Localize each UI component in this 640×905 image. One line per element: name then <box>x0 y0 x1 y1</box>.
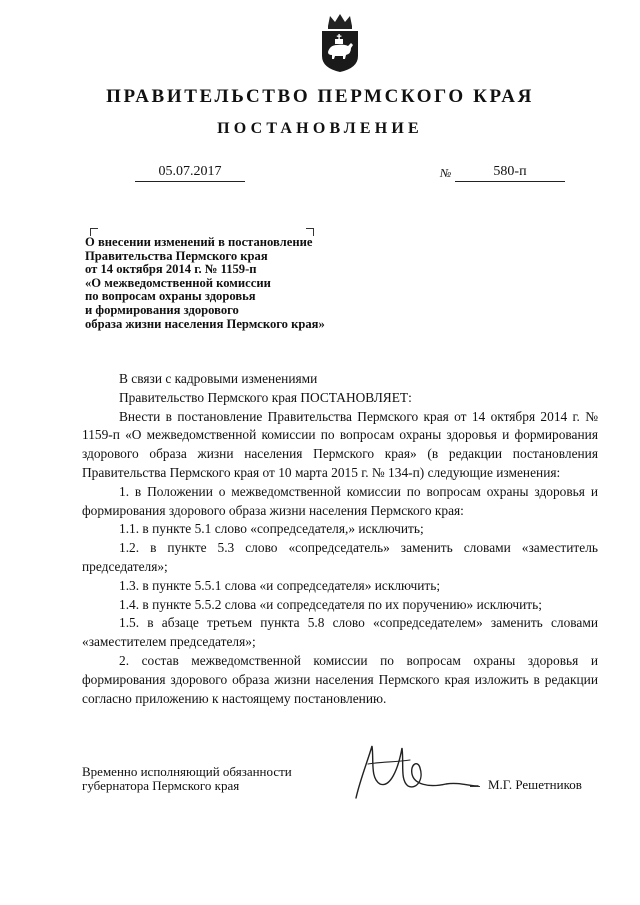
document-type: ПОСТАНОВЛЕНИЕ <box>217 120 423 137</box>
subject-line: и формирования здорового <box>85 302 239 317</box>
body-paragraph: 2. состав межведомственной комиссии по вопросам охраны здоровья и формирования здорового образа жизни населения Пермского края изложить в редакции согласно приложению к настоящему постановлению. <box>82 652 598 706</box>
signatory-title-line: Временно исполняющий обязанности <box>82 764 292 779</box>
body-paragraph: 1.2. в пункте 5.3 слово «сопредседатель» заменить словами «заместитель председателя»; <box>82 540 598 574</box>
signature-line <box>470 786 480 787</box>
subject-line: от 14 октября 2014 г. № 1159-п <box>85 262 257 277</box>
organization-title: ПРАВИТЕЛЬСТВО ПЕРМСКОГО КРАЯ <box>106 86 534 107</box>
body-paragraph: 1.4. в пункте 5.5.2 слова «и сопредседателя по их поручению» исключить; <box>119 596 542 612</box>
body-paragraph: Внести в постановление Правительства Пермского края от 14 октября 2014 г. № 1159-п «О межведомственной комиссии по вопросам охраны здоровья и формирования здорового образа жизни населения Пермского края» (в редакции постановления Правительства Пермского края от 10 марта 2015 г. № 134-п) следующие изменения: <box>82 408 598 480</box>
body-paragraph: 1.3. в пункте 5.5.1 слова «и сопредседателя» исключить; <box>119 577 441 593</box>
signatory-title <box>82 765 342 793</box>
document-date: 05.07.2017 <box>135 163 245 182</box>
subject-line: Правительства Пермского края <box>85 248 268 263</box>
subject-line: «О межведомственной комиссии <box>85 275 271 290</box>
body-paragraph: 1.1. в пункте 5.1 слово «сопредседателя,» исключить; <box>119 521 424 537</box>
handwritten-signature-icon <box>350 740 480 800</box>
document-subject <box>85 236 405 331</box>
number-sign: № <box>440 166 452 180</box>
subject-line: О внесении изменений в постановление <box>85 235 313 249</box>
subject-line: образа жизни населения Пермского края» <box>85 316 325 331</box>
document-number: 580-п <box>455 163 565 182</box>
subject-line: по вопросам охраны здоровья <box>85 289 256 304</box>
body-paragraph: 1. в Положении о межведомственной комиссии по вопросам охраны здоровья и формирования здорового образа жизни населения Пермского края: <box>82 483 598 518</box>
document-body <box>82 370 598 708</box>
body-paragraph: Правительство Пермского края ПОСТАНОВЛЯЕТ: <box>119 389 412 405</box>
coat-of-arms-icon <box>318 12 362 74</box>
signatory-name: М.Г. Решетников <box>488 777 582 792</box>
body-paragraph: 1.5. в абзаце третьем пункта 5.8 слово «сопредседателем» заменить словами «заместителем председателя»; <box>82 615 598 650</box>
body-paragraph: В связи с кадровыми изменениями <box>119 371 318 386</box>
signatory-title-line: губернатора Пермского края <box>82 778 240 793</box>
